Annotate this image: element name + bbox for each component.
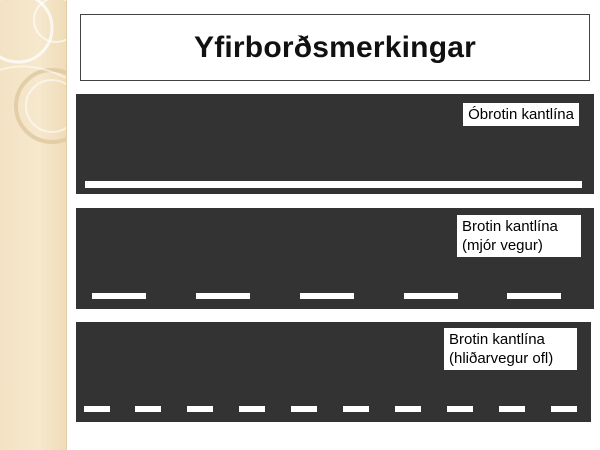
road-panel-dashed-side-road: [76, 322, 591, 422]
road-dash: [196, 293, 250, 299]
road-dash: [239, 406, 265, 412]
panel-label-line: (hliðarvegur ofl): [449, 350, 554, 367]
panel-label-line: Óbrotin kantlína: [468, 106, 574, 123]
panel-label-line: Brotin kantlína: [462, 218, 558, 235]
road-dash: [395, 406, 421, 412]
road-dash: [300, 293, 354, 299]
road-dash: [447, 406, 473, 412]
panel-label-side-road: [444, 328, 577, 370]
road-dash: [343, 406, 369, 412]
title-box: [80, 14, 590, 81]
road-dash: [551, 406, 577, 412]
road-dash: [291, 406, 317, 412]
road-panel-dashed-narrow-road: [76, 208, 594, 309]
panel-label-line: Brotin kantlína: [449, 331, 545, 348]
road-dash: [507, 293, 561, 299]
panel-label-solid: [463, 103, 579, 126]
slide-title: Yfirborðsmerkingar: [193, 30, 476, 64]
road-dash: [92, 293, 146, 299]
panel-label-line: (mjór vegur): [462, 237, 543, 254]
road-dash: [404, 293, 458, 299]
road-dash: [187, 406, 213, 412]
road-dash: [84, 406, 110, 412]
decorative-side-band: [0, 0, 67, 450]
solid-edge-line: [85, 181, 582, 188]
panel-label-narrow-road: [457, 215, 581, 257]
road-panel-solid: [76, 94, 594, 194]
decorative-circles-graphic: [0, 0, 66, 450]
road-dash: [135, 406, 161, 412]
road-dash: [499, 406, 525, 412]
